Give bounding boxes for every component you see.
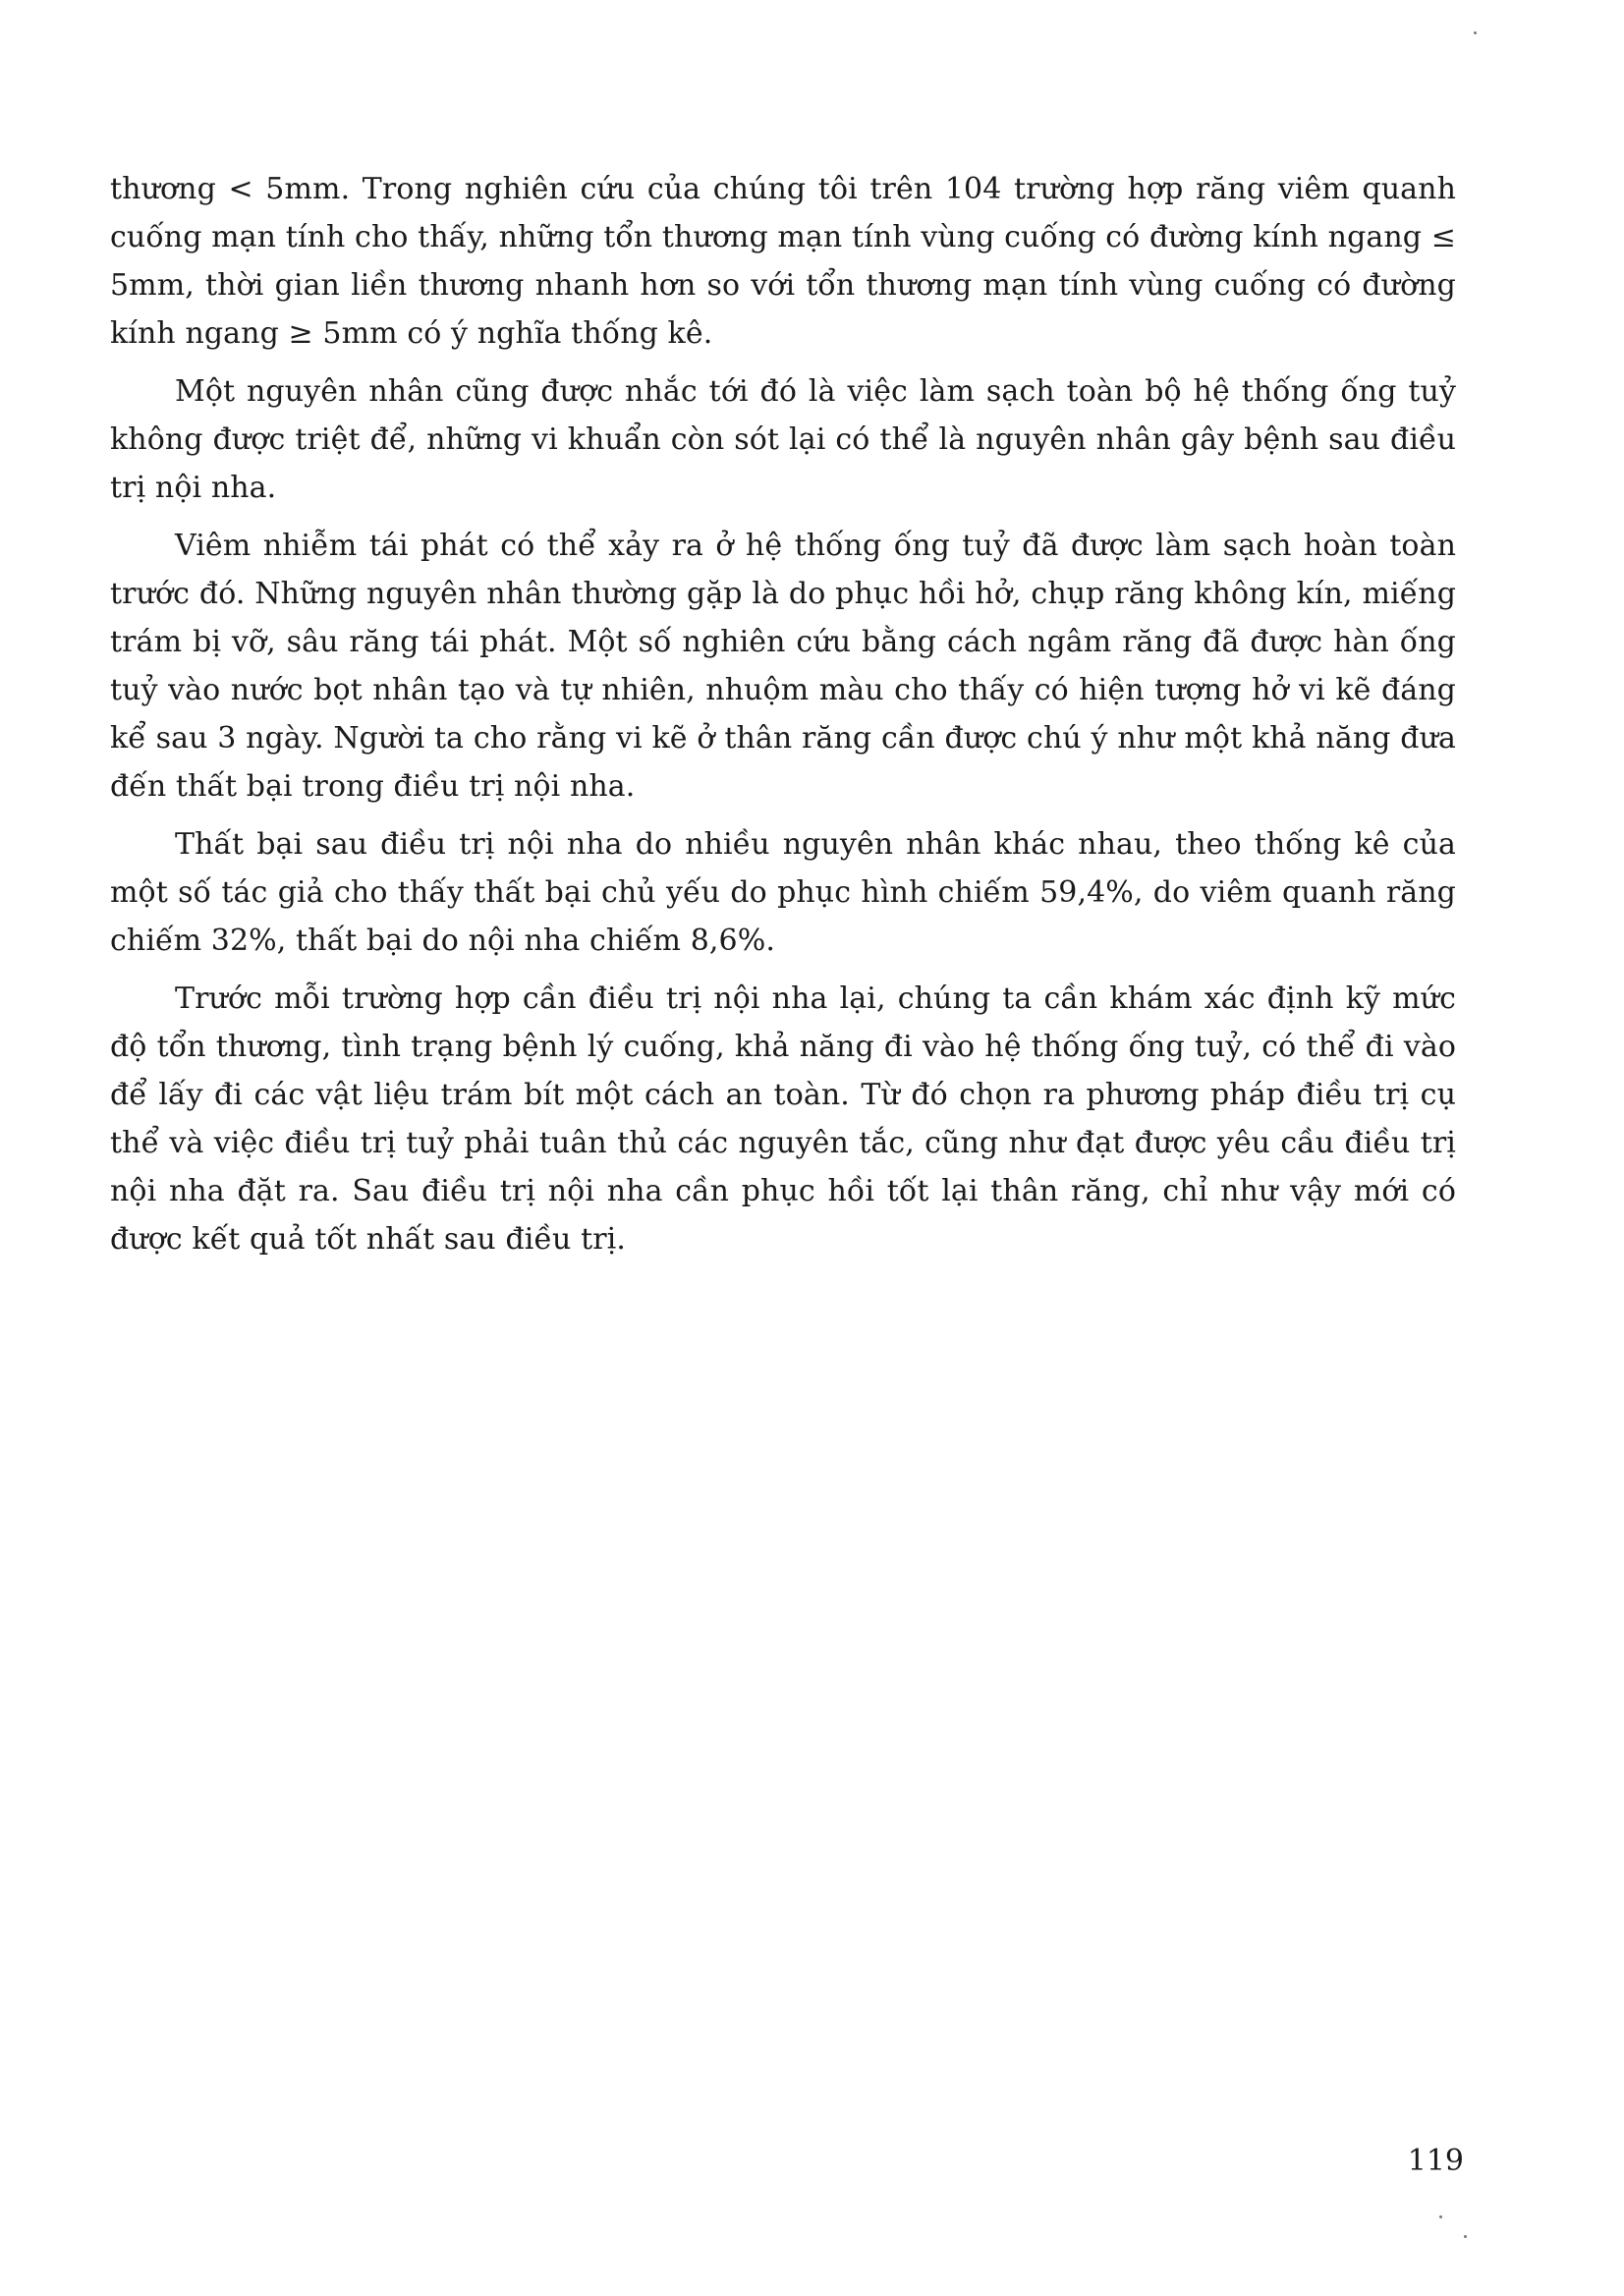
scan-speck <box>1464 2235 1467 2238</box>
body-text <box>110 165 1456 1273</box>
scan-speck <box>1439 2215 1442 2218</box>
paragraph-4: Thất bại sau điều trị nội nha do nhiều nguyên nhân khác nhau, theo thống kê của một số tác giả cho thấy thất bại chủ yếu do phục hình chiếm 59,4%, do viêm quanh răng chiếm 32%, thất bại do nội nha chiếm 8,6%. <box>110 827 1456 958</box>
paragraph-3: Viêm nhiễm tái phát có thể xảy ra ở hệ thống ống tuỷ đã được làm sạch hoàn toàn trước đó. Những nguyên nhân thường gặp là do phục hồi hở, chụp răng không kín, miếng trám bị vỡ, sâu răng tái phát. Một số nghiên cứu bằng cách ngâm răng đã được hàn ống tuỷ vào nước bọt nhân tạo và tự nhiên, nhuộm màu cho thấy có hiện tượng hở vi kẽ đáng kể sau 3 ngày. Người ta cho rằng vi kẽ ở thân răng cần được chú ý như một khả năng đưa đến thất bại trong điều trị nội nha. <box>110 529 1456 804</box>
scan-speck <box>1474 31 1477 34</box>
page-number: 119 <box>1407 2144 1464 2178</box>
paragraph-2: Một nguyên nhân cũng được nhắc tới đó là việc làm sạch toàn bộ hệ thống ống tuỷ không được triệt để, những vi khuẩn còn sót lại có thể là nguyên nhân gây bệnh sau điều trị nội nha. <box>110 374 1456 505</box>
paragraph-5: Trước mỗi trường hợp cần điều trị nội nha lại, chúng ta cần khám xác định kỹ mức độ tổn thương, tình trạng bệnh lý cuống, khả năng đi vào hệ thống ống tuỷ, có thể đi vào để lấy đi các vật liệu trám bít một cách an toàn. Từ đó chọn ra phương pháp điều trị cụ thể và việc điều trị tuỷ phải tuân thủ các nguyên tắc, cũng như đạt được yêu cầu điều trị nội nha đặt ra. Sau điều trị nội nha cần phục hồi tốt lại thân răng, chỉ như vậy mới có được kết quả tốt nhất sau điều trị. <box>110 981 1456 1257</box>
paragraph-1: thương < 5mm. Trong nghiên cứu của chúng tôi trên 104 trường hợp răng viêm quanh cuống mạn tính cho thấy, những tổn thương mạn tính vùng cuống có đường kính ngang ≤ 5mm, thời gian liền thương nhanh hơn so với tổn thương mạn tính vùng cuống có đường kính ngang ≥ 5mm có ý nghĩa thống kê. <box>110 172 1456 351</box>
